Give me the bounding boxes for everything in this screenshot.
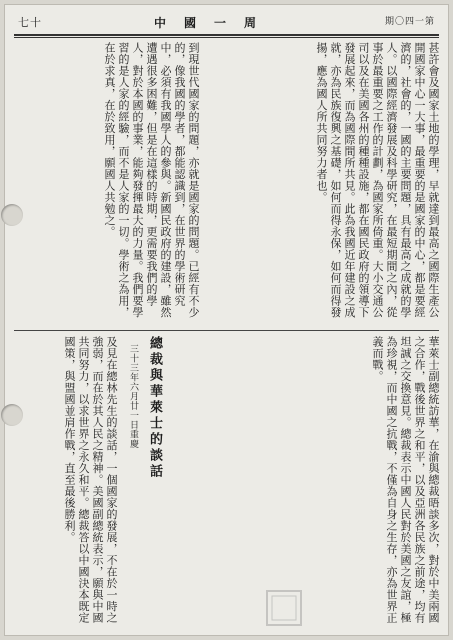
header-rule-thin bbox=[14, 37, 439, 38]
binding-hole-bottom bbox=[1, 404, 23, 426]
masthead-title: 中國一周 bbox=[154, 16, 275, 30]
article-title: 總裁與華萊士的談話 bbox=[147, 336, 162, 480]
header-rule bbox=[14, 34, 439, 36]
section-divider bbox=[14, 330, 439, 331]
issue-number: 期〇四一第 bbox=[384, 17, 435, 27]
article-byline: 三十三年六月廿一日重慶 bbox=[128, 344, 138, 449]
top-article-right-column: 甚許會及國家土地的學理，早就達到最高之國際生產公開國家中心一大事，最重要的是國家的中心，都是要經濟的，社會的，一國的主要問題，具有最高之成就的學人。以國際經濟發展及科學研究，在最短期間之內，從事於最重要之工作的計劃，為國家所倚重。大小交通公司以及在美國各州的種種設施，都在國民政府的領導下發展起來，而為國際間所共見。此為我國近年建設之成就，亦為民族復興之基礎，如何而得永保，如何而得發揚，應為國人所共同努力者也。 bbox=[315, 42, 440, 318]
binding-hole-top bbox=[1, 204, 23, 226]
bottom-article-left-column: 及見在總林先生的談話，一個國家的發展，不在於一時之強弱，而在於其人民之精神。美國副總統表示，願與中國共同努力，以求世界之永久和平。總裁答以中國決本既定國策，與盟國並肩作戰，直至最後勝利。 bbox=[63, 336, 118, 624]
page-header bbox=[14, 12, 439, 34]
page-number: 七十 bbox=[18, 16, 42, 29]
bottom-article-right-column: 華萊士副總統訪華，在渝與總裁晤談多次，對於中美兩國之合作，戰後世界之和平，以及亞洲各民族之前途，均有坦誠之交換意見。總裁表示中國人民對於美國之友誼，極為珍視，而中國之抗戰，不僅為自身之生存，亦為世界正義而戰。 bbox=[371, 336, 440, 624]
top-article-left-column: 到現世代國家的問題，亦就是國家的問題。已經有不少的，像我國的學者，都能認識到，在世界的學術研究中，必須有我國學人的參與。新國民政府的建設，雖然遭遇很多困難，但是在這樣的時期，更需要我們的學人，對於本國的事業，能夠發揮最大的力量。我們要學習的是人家的經驗，而不是人家的一切。學術之為用，在於求真，在於致用，願國人共勉之。 bbox=[103, 42, 200, 318]
library-stamp-icon bbox=[264, 588, 304, 628]
newspaper-page bbox=[4, 4, 449, 636]
